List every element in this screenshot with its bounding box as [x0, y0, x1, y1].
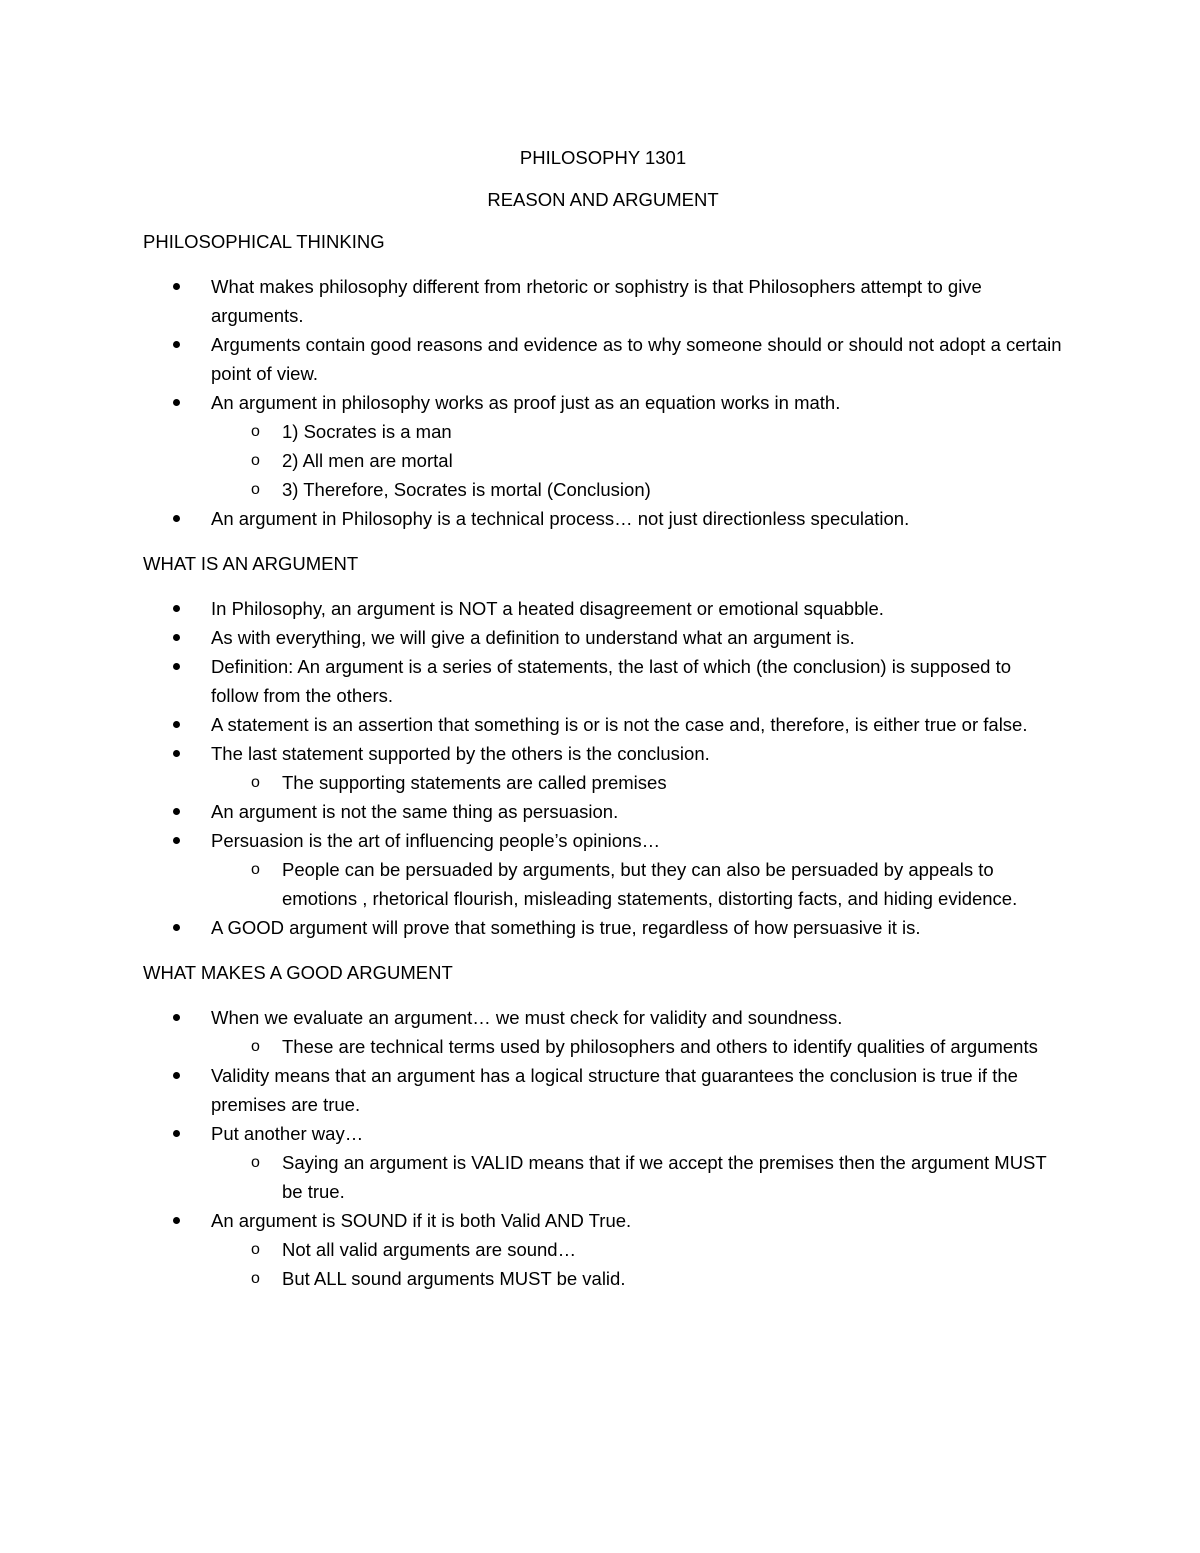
sub-list-item-text: These are technical terms used by philosophers and others to identify qualities of arguments: [282, 1036, 1038, 1057]
sub-list-item: [143, 855, 1063, 913]
list-item: [143, 652, 1063, 710]
sub-list-item-text: But ALL sound arguments MUST be valid.: [282, 1268, 626, 1289]
circle-bullet-icon: o: [251, 861, 260, 878]
sub-list-item: [143, 446, 1063, 475]
list-item: [143, 388, 1063, 504]
sub-bullet-list: [211, 417, 1063, 504]
section-heading: PHILOSOPHICAL THINKING: [143, 231, 385, 252]
sub-list-item-text: Saying an argument is VALID means that if we accept the premises then the argument MUST be true.: [282, 1152, 1047, 1202]
bullet-icon: [173, 808, 180, 815]
list-item: [143, 1061, 1063, 1119]
bullet-icon: [173, 634, 180, 641]
bullet-icon: [173, 837, 180, 844]
list-item: [143, 739, 1063, 797]
list-item: [143, 710, 1063, 739]
circle-bullet-icon: o: [251, 481, 260, 498]
list-item: [143, 272, 1063, 330]
list-item-text: A statement is an assertion that something is or is not the case and, therefore, is either true or false.: [211, 714, 1028, 735]
bullet-icon: [173, 1014, 180, 1021]
list-item: [143, 797, 1063, 826]
list-item-text: When we evaluate an argument… we must check for validity and soundness.: [211, 1007, 843, 1028]
sub-list-item: [143, 475, 1063, 504]
circle-bullet-icon: o: [251, 1154, 260, 1171]
list-item: [143, 594, 1063, 623]
sub-list-item: [143, 768, 1063, 797]
bullet-list: [143, 594, 1063, 942]
bullet-icon: [173, 750, 180, 757]
list-item-text: As with everything, we will give a definition to understand what an argument is.: [211, 627, 855, 648]
list-item: [143, 826, 1063, 913]
sub-list-item-text: People can be persuaded by arguments, but they can also be persuaded by appeals to emotions , rhetorical flourish, misleading statements, distorting facts, and hiding evidence.: [282, 859, 1018, 909]
sub-list-item-text: 1) Socrates is a man: [282, 421, 452, 442]
sub-list-item-text: 2) All men are mortal: [282, 450, 453, 471]
list-item: [143, 504, 1063, 533]
document-subtitle: REASON AND ARGUMENT: [487, 189, 719, 210]
sub-list-item: [143, 1032, 1063, 1061]
list-item-text: Put another way…: [211, 1123, 364, 1144]
sub-bullet-list: [211, 1148, 1063, 1206]
document-body: [143, 143, 1063, 1309]
list-item: [143, 623, 1063, 652]
bullet-icon: [173, 283, 180, 290]
list-item-text: The last statement supported by the others is the conclusion.: [211, 743, 710, 764]
bullet-icon: [173, 721, 180, 728]
circle-bullet-icon: o: [251, 1241, 260, 1258]
list-item: [143, 1003, 1063, 1061]
bullet-icon: [173, 515, 180, 522]
bullet-icon: [173, 1217, 180, 1224]
list-item-text: An argument in philosophy works as proof just as an equation works in math.: [211, 392, 841, 413]
bullet-icon: [173, 924, 180, 931]
list-item-text: An argument is not the same thing as persuasion.: [211, 801, 619, 822]
circle-bullet-icon: o: [251, 1038, 260, 1055]
bullet-icon: [173, 1072, 180, 1079]
sections-container: [143, 227, 1063, 1293]
circle-bullet-icon: o: [251, 1270, 260, 1287]
list-item: [143, 1206, 1063, 1293]
sub-bullet-list: [211, 1235, 1063, 1293]
sub-list-item: [143, 1235, 1063, 1264]
sub-list-item: [143, 1148, 1063, 1206]
sub-bullet-list: [211, 855, 1063, 913]
sub-bullet-list: [211, 1032, 1063, 1061]
sub-list-item-text: The supporting statements are called premises: [282, 772, 667, 793]
sub-list-item: [143, 1264, 1063, 1293]
circle-bullet-icon: o: [251, 423, 260, 440]
bullet-icon: [173, 663, 180, 670]
section-heading: WHAT IS AN ARGUMENT: [143, 553, 359, 574]
list-item-text: An argument is SOUND if it is both Valid AND True.: [211, 1210, 632, 1231]
bullet-icon: [173, 605, 180, 612]
list-item: [143, 1119, 1063, 1206]
list-item-text: An argument in Philosophy is a technical process… not just directionless speculation.: [211, 508, 910, 529]
bullet-icon: [173, 1130, 180, 1137]
sub-bullet-list: [211, 768, 1063, 797]
document-title: PHILOSOPHY 1301: [519, 147, 687, 168]
bullet-icon: [173, 399, 180, 406]
list-item-text: Validity means that an argument has a logical structure that guarantees the conclusion is true if the premises are true.: [211, 1065, 1018, 1115]
sub-list-item-text: 3) Therefore, Socrates is mortal (Conclusion): [282, 479, 651, 500]
list-item-text: What makes philosophy different from rhetoric or sophistry is that Philosophers attempt to give arguments.: [211, 276, 982, 326]
circle-bullet-icon: o: [251, 774, 260, 791]
sub-list-item-text: Not all valid arguments are sound…: [282, 1239, 577, 1260]
bullet-list: [143, 272, 1063, 533]
list-item-text: In Philosophy, an argument is NOT a heated disagreement or emotional squabble.: [211, 598, 884, 619]
sub-list-item: [143, 417, 1063, 446]
section-heading: WHAT MAKES A GOOD ARGUMENT: [143, 962, 453, 983]
list-item-text: A GOOD argument will prove that something is true, regardless of how persuasive it is.: [211, 917, 921, 938]
list-item-text: Definition: An argument is a series of statements, the last of which (the conclusion) is supposed to follow from the others.: [211, 656, 1012, 706]
list-item: [143, 330, 1063, 388]
bullet-icon: [173, 341, 180, 348]
list-item-text: Arguments contain good reasons and evidence as to why someone should or should not adopt a certain point of view.: [211, 334, 1062, 384]
list-item-text: Persuasion is the art of influencing people’s opinions…: [211, 830, 661, 851]
circle-bullet-icon: o: [251, 452, 260, 469]
list-item: [143, 913, 1063, 942]
bullet-list: [143, 1003, 1063, 1293]
